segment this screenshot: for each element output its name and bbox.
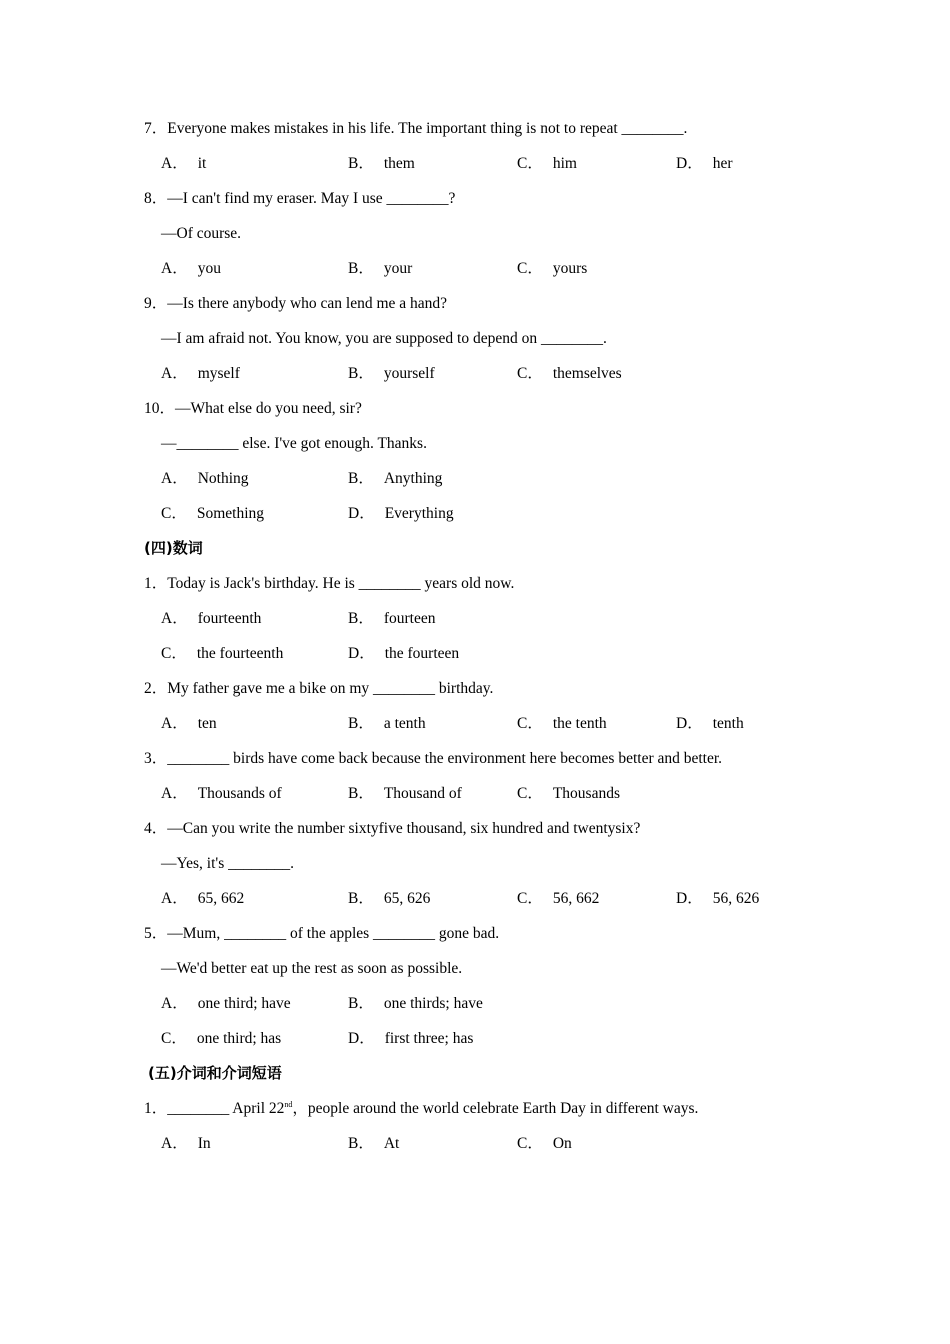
option-text: the fourteenth [196, 645, 284, 662]
option-text: tenth [712, 715, 744, 732]
option-label: D． [348, 505, 375, 522]
option-label: B． [348, 1135, 374, 1152]
option-label: A． [161, 155, 188, 172]
question-number: 8． [144, 190, 168, 207]
option-d [348, 1021, 473, 1056]
option-c [517, 146, 577, 181]
question-9 [0, 286, 950, 321]
option-d [676, 881, 759, 916]
option-label: B． [348, 890, 374, 907]
option-text: Something [196, 505, 265, 522]
option-b [348, 986, 483, 1021]
question-1 [0, 1091, 950, 1126]
option-text: Anything [383, 470, 443, 487]
question-text: My father gave me a bike on my ________ birthday. [167, 680, 494, 697]
option-text: myself [197, 365, 240, 382]
option-text: fourteen [383, 610, 436, 627]
dialogue-reply: —Of course. [161, 225, 242, 242]
option-text: 65, 626 [383, 890, 431, 907]
question-1 [0, 566, 950, 601]
options-row [0, 636, 950, 671]
option-label: D． [676, 890, 703, 907]
option-text: Thousands of [197, 785, 282, 802]
option-label: B． [348, 365, 374, 382]
option-c [517, 356, 622, 391]
option-text: her [712, 155, 733, 172]
option-text: you [197, 260, 221, 277]
option-label: A． [161, 1135, 188, 1152]
option-c [161, 1021, 281, 1056]
option-label: B． [348, 470, 374, 487]
option-a [161, 251, 221, 286]
option-c [517, 1126, 572, 1161]
answer-blank: ________ [167, 1100, 230, 1117]
question-7 [0, 111, 950, 146]
option-a [161, 601, 261, 636]
question-number: 10． [144, 400, 176, 417]
question-text: April 22 [229, 1100, 285, 1117]
option-b [348, 706, 426, 741]
option-text: fourteenth [197, 610, 262, 627]
option-label: C． [517, 365, 543, 382]
option-text: it [197, 155, 207, 172]
question-text: ________ birds have come back because the environment here becomes better and better. [167, 750, 723, 767]
question-number: 2． [144, 680, 168, 697]
option-a [161, 146, 206, 181]
option-text: yourself [383, 365, 435, 382]
question-2 [0, 671, 950, 706]
option-c [517, 776, 620, 811]
option-label: C． [517, 260, 543, 277]
dialogue-reply: —________ else. I've got enough. Thanks. [161, 435, 427, 452]
option-label: D． [348, 1030, 375, 1047]
dialogue-reply: —I am afraid not. You know, you are supposed to depend on ________. [161, 330, 607, 347]
option-a [161, 461, 249, 496]
option-label: C． [517, 890, 543, 907]
option-label: A． [161, 890, 188, 907]
question-number: 4． [144, 820, 168, 837]
question-3 [0, 741, 950, 776]
option-label: C． [161, 1030, 187, 1047]
question-number: 3． [144, 750, 168, 767]
option-label: C． [517, 155, 543, 172]
question-number: 5． [144, 925, 168, 942]
question-text: —What else do you need, sir? [175, 400, 362, 417]
question-text: —Is there anybody who can lend me a hand? [167, 295, 448, 312]
options-row [0, 881, 950, 916]
option-text: a tenth [383, 715, 426, 732]
question-number: 1． [144, 1100, 168, 1117]
option-label: C． [517, 715, 543, 732]
option-c [517, 706, 607, 741]
question-5 [0, 916, 950, 951]
options-row [0, 986, 950, 1021]
options-row [0, 496, 950, 531]
option-a [161, 356, 240, 391]
option-text: themselves [552, 365, 622, 382]
option-c [517, 881, 599, 916]
question-number: 7． [144, 120, 168, 137]
question-number: 1． [144, 575, 168, 592]
option-d [348, 496, 454, 531]
option-b [348, 146, 415, 181]
option-text: Nothing [197, 470, 249, 487]
options-row [0, 251, 950, 286]
option-label: C． [161, 645, 187, 662]
option-label: B． [348, 715, 374, 732]
question-10 [0, 391, 950, 426]
option-label: B． [348, 610, 374, 627]
option-text: one third; has [196, 1030, 282, 1047]
options-row [0, 461, 950, 496]
options-row [0, 146, 950, 181]
dialogue-reply: —We'd better eat up the rest as soon as possible. [161, 960, 463, 977]
options-row [0, 706, 950, 741]
option-label: B． [348, 260, 374, 277]
option-a [161, 1126, 211, 1161]
option-b [348, 461, 442, 496]
option-label: A． [161, 610, 188, 627]
option-text: one third; have [197, 995, 291, 1012]
option-text: Everything [384, 505, 454, 522]
question-text: —Mum, ________ of the apples ________ gone bad. [167, 925, 500, 942]
option-d [676, 146, 733, 181]
question-text: ，people around the world celebrate Earth Day in different ways. [292, 1100, 699, 1117]
option-c [161, 636, 283, 671]
option-label: B． [348, 785, 374, 802]
option-text: On [552, 1135, 572, 1152]
option-a [161, 986, 291, 1021]
option-c [161, 496, 264, 531]
option-text: 56, 626 [712, 890, 760, 907]
option-text: yours [552, 260, 588, 277]
option-text: them [383, 155, 415, 172]
option-text: At [383, 1135, 400, 1152]
section-heading: (四)数词 [144, 539, 203, 557]
option-label: D． [676, 155, 703, 172]
options-row [0, 1021, 950, 1056]
option-label: B． [348, 995, 374, 1012]
option-a [161, 881, 244, 916]
options-row [0, 356, 950, 391]
option-text: one thirds; have [383, 995, 483, 1012]
option-a [161, 776, 282, 811]
question-text: Today is Jack's birthday. He is ________ years old now. [167, 575, 515, 592]
option-text: him [552, 155, 577, 172]
question-number: 9． [144, 295, 168, 312]
question-text: Everyone makes mistakes in his life. The important thing is not to repeat ________. [167, 120, 688, 137]
option-label: C． [517, 1135, 543, 1152]
options-row [0, 601, 950, 636]
option-label: C． [161, 505, 187, 522]
option-text: the tenth [552, 715, 607, 732]
option-label: A． [161, 260, 188, 277]
option-text: Thousands [552, 785, 621, 802]
option-label: A． [161, 470, 188, 487]
option-label: D． [348, 645, 375, 662]
option-label: B． [348, 155, 374, 172]
option-text: In [197, 1135, 211, 1152]
option-label: D． [676, 715, 703, 732]
option-text: 56, 662 [552, 890, 600, 907]
option-label: A． [161, 715, 188, 732]
option-a [161, 706, 217, 741]
question-text: —Can you write the number sixtyfive thousand, six hundred and twentysix? [167, 820, 641, 837]
options-row [0, 776, 950, 811]
question-text: —I can't find my eraser. May I use ________? [167, 190, 456, 207]
option-c [517, 251, 587, 286]
option-d [676, 706, 744, 741]
question-8 [0, 181, 950, 216]
option-label: A． [161, 365, 188, 382]
option-text: 65, 662 [197, 890, 245, 907]
option-text: the fourteen [384, 645, 460, 662]
option-label: A． [161, 785, 188, 802]
options-row [0, 1126, 950, 1161]
question-4 [0, 811, 950, 846]
option-b [348, 356, 435, 391]
document-page [0, 111, 950, 1161]
ordinal-suffix: nd [284, 1099, 293, 1109]
option-label: C． [517, 785, 543, 802]
option-b [348, 601, 435, 636]
option-text: ten [197, 715, 217, 732]
option-text: first three; has [384, 1030, 474, 1047]
option-text: your [383, 260, 413, 277]
option-text: Thousand of [383, 785, 462, 802]
section-heading: (五)介词和介词短语 [148, 1064, 282, 1082]
option-b [348, 881, 430, 916]
option-label: A． [161, 995, 188, 1012]
option-b [348, 776, 462, 811]
dialogue-reply: —Yes, it's ________. [161, 855, 294, 872]
option-b [348, 1126, 399, 1161]
option-b [348, 251, 412, 286]
option-d [348, 636, 459, 671]
